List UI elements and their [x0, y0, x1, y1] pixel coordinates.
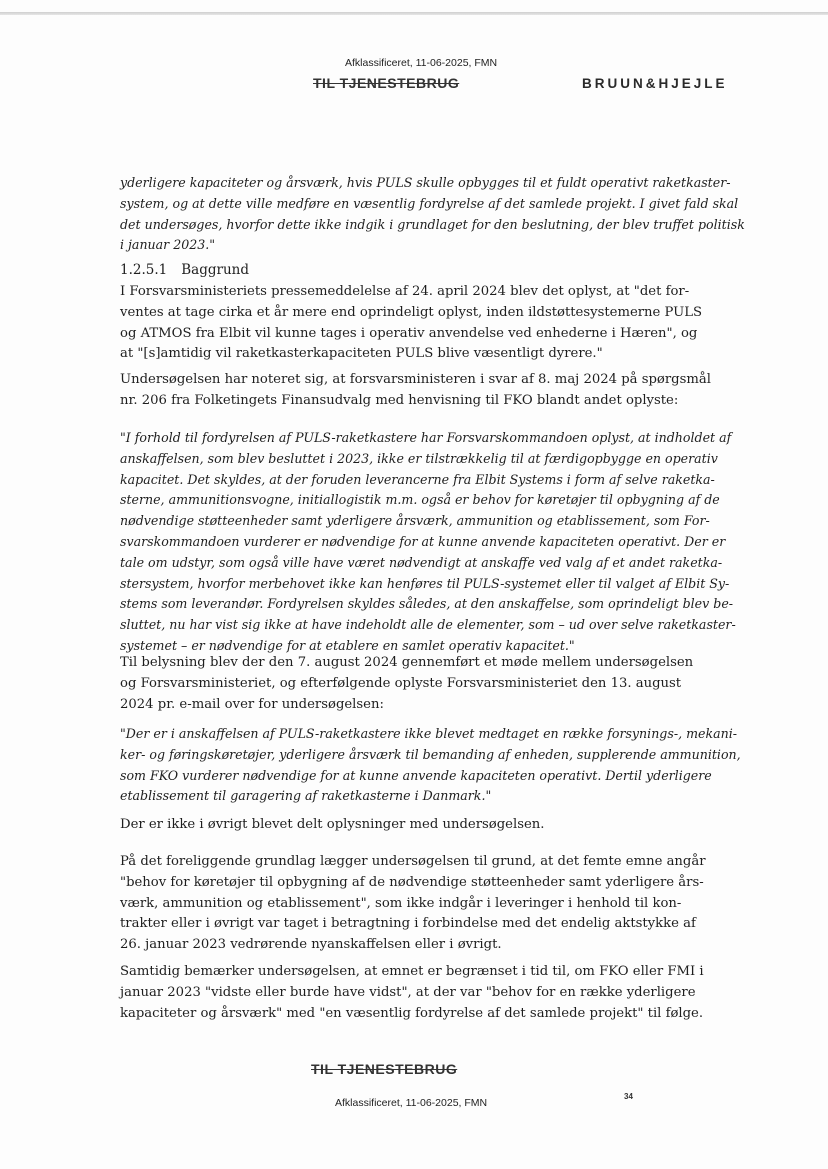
text-line: stersystem, hvorfor merbehovet ikke kan henføres til PULS-systemet eller til valget af Elbit Sy- — [120, 575, 730, 591]
text-line: kapaciteter og årsværk" med "en væsentlig fordyrelse af det samlede projekt" til følge. — [120, 1005, 704, 1021]
declassification-stamp-bottom: Afklassificeret, 11-06-2025, FMN — [335, 1097, 488, 1109]
text-line: sluttet, nu har vist sig ikke at have indeholdt alle de elementer, som – ud over selve raketkaster- — [120, 617, 736, 633]
text-line: sterne, ammunitionsvogne, initiallogistik m.m. også er behov for køretøjer til opbygning af de — [120, 492, 720, 508]
paragraph — [120, 815, 642, 836]
block-quote — [120, 173, 745, 256]
block-quote — [120, 428, 736, 657]
text-line: 26. januar 2023 vedrørende nyanskaffelsen eller i øvrigt. — [120, 937, 502, 953]
brand-logo: BRUUN&HJEJLE — [582, 76, 728, 91]
block-quote — [120, 724, 741, 807]
text-line: og Forsvarsministeriet, og efterfølgende oplyste Forsvarsministeriet den 13. august — [120, 675, 682, 691]
section-number: 1.2.5.1 — [120, 262, 168, 278]
text-line: værk, ammunition og etablissement", som ikke indgår i leveringer i henhold til kon- — [120, 895, 682, 911]
text-line: Undersøgelsen har noteret sig, at forsvarsministeren i svar af 8. maj 2024 på spørgsmål — [120, 372, 711, 387]
text-line: I Forsvarsministeriets pressemeddelelse af 24. april 2024 blev det oplyst, at "det for- — [120, 284, 690, 299]
text-line: system, og at dette ville medføre en væsentlig fordyrelse af det samlede projekt. I givet fald skal — [120, 195, 739, 211]
paragraph — [120, 282, 703, 365]
text-line: at "[s]amtidig vil raketkasterkapaciteten PULS blive væsentligt dyrere." — [120, 346, 603, 362]
text-line: kapacitet. Det skyldes, at der foruden leverancerne fra Elbit Systems i form af selve raketka- — [120, 471, 715, 487]
paragraph — [120, 962, 704, 1024]
text-line: stems som leverandør. Fordyrelsen skyldes således, at den anskaffelse, som oprindeligt blev be- — [120, 596, 734, 612]
text-line: "Der er i anskaffelsen af PULS-raketkastere ikke blevet medtaget en række forsynings-, mekani- — [120, 726, 738, 741]
text-line: og ATMOS fra Elbit vil kunne tages i operativ anvendelse ved enhederne i Hæren", og — [120, 325, 698, 341]
paragraph — [120, 852, 706, 956]
text-line: "behov for køretøjer til opbygning af de nødvendige støtteenheder samt yderligere års- — [120, 874, 704, 890]
text-line: svarskommandoen vurderer er nødvendige for at kunne anvende kapaciteten operativt. Der er — [120, 533, 726, 549]
section-title: Baggrund — [181, 262, 249, 278]
text-line: ventes at tage cirka et år mere end oprindeligt oplyst, inden ildstøttesystemerne PULS — [120, 304, 703, 320]
text-line: det undersøges, hvorfor dette ikke indgik i grundlaget for den beslutning, der blev truffet politisk — [120, 216, 745, 232]
declassification-stamp-top: Afklassificeret, 11-06-2025, FMN — [345, 57, 498, 69]
text-line: januar 2023 "vidste eller burde have vidst", at der var "behov for en række yderligere — [120, 984, 696, 1000]
text-line: i januar 2023." — [120, 237, 216, 253]
text-line: Til belysning blev der den 7. august 2024 gennemført et møde mellem undersøgelsen — [120, 655, 694, 670]
classification-header: TIL TJENESTEBRUG — [313, 75, 460, 91]
text-line: Samtidig bemærker undersøgelsen, at emnet er begrænset i tid til, om FKO eller FMI i — [120, 964, 704, 979]
text-line: 2024 pr. e-mail over for undersøgelsen: — [120, 696, 384, 712]
paragraph — [120, 370, 711, 412]
text-line: ker- og føringskøretøjer, yderligere årsværk til bemanding af enheden, supplerende ammunition, — [120, 746, 741, 762]
classification-footer: TIL TJENESTEBRUG — [311, 1061, 458, 1077]
text-line: anskaffelsen, som blev besluttet i 2023, ikke er tilstrækkelig til at færdigopbygge en operativ — [120, 450, 718, 466]
text-line: På det foreliggende grundlag lægger undersøgelsen til grund, at det femte emne angår — [120, 854, 706, 869]
text-line: nr. 206 fra Folketingets Finansudvalg med henvisning til FKO blandt andet oplyste: — [120, 392, 679, 408]
text-line: systemet – er nødvendige for at etablere en samlet operativ kapacitet." — [120, 637, 575, 653]
text-line: nødvendige støtteenheder samt yderligere årsværk, ammunition og etablissement, som For- — [120, 513, 710, 529]
text-line: yderligere kapaciteter og årsværk, hvis PULS skulle opbygges til et fuldt operativt raketkaster- — [120, 175, 731, 190]
text-line: etablissement til garagering af raketkasterne i Danmark." — [120, 788, 492, 804]
text-line: tale om udstyr, som også ville have været nødvendigt at anskaffe ved valg af et andet raketka- — [120, 554, 723, 570]
page-number: 34 — [624, 1092, 633, 1101]
text-line: som FKO vurderer nødvendige for at kunne anvende kapaciteten operativt. Dertil yderligere — [120, 767, 712, 783]
scan-edge — [0, 12, 828, 15]
text-line: "I forhold til fordyrelsen af PULS-raketkastere har Forsvarskommandoen oplyst, at indholdet af — [120, 430, 732, 445]
text-line: trakter eller i øvrigt var taget i betragtning i forbindelse med det endelig aktstykke af — [120, 916, 696, 932]
paragraph — [120, 653, 694, 715]
text-line: Der er ikke i øvrigt blevet delt oplysninger med undersøgelsen. — [120, 817, 545, 832]
section-heading — [120, 262, 263, 278]
